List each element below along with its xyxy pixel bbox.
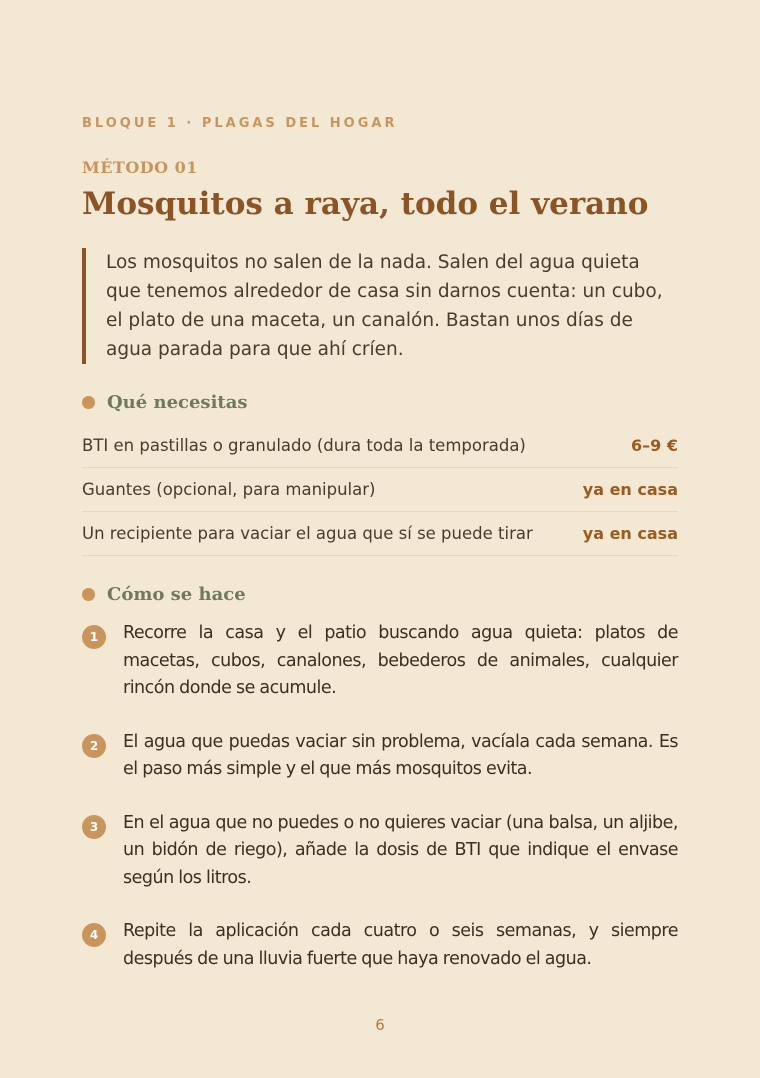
intro-text: Los mosquitos no salen de la nada. Salen del agua quieta que tenemos alrededor de casa sin darnos cuenta: un cubo, el plato de una maceta, un canalón. Bastan unos días de agua parada para que ahí críen. xyxy=(106,252,663,360)
need-item: Un recipiente para vaciar el agua que sí se puede tirar xyxy=(82,524,533,543)
steps-heading-label: Cómo se hace xyxy=(107,584,246,605)
step-text: El agua que puedas vaciar sin problema, vacíala cada semana. Es el paso más simple y el que más mosquitos evita. xyxy=(123,731,678,779)
intro-quote xyxy=(82,248,678,364)
step-text: Repite la aplicación cada cuatro o seis semanas, y siempre después de una lluvia fuerte que haya renovado el agua. xyxy=(123,921,678,969)
step-item xyxy=(82,810,678,893)
step-number-badge: 1 xyxy=(82,625,106,649)
need-price: ya en casa xyxy=(582,480,678,499)
need-row xyxy=(82,468,678,512)
step-number-badge: 3 xyxy=(82,815,106,839)
step-item xyxy=(82,620,678,703)
step-number-badge: 4 xyxy=(82,923,106,947)
need-price: ya en casa xyxy=(582,524,678,543)
steps-list xyxy=(82,620,678,999)
method-label: MÉTODO 01 xyxy=(82,158,198,177)
step-text: En el agua que no puedes o no quieres vaciar (una balsa, un aljibe, un bidón de riego), añade la dosis de BTI que indique el envase según los litros. xyxy=(123,812,678,888)
step-text: Recorre la casa y el patio buscando agua quieta: platos de macetas, cubos, canalones, bebederos de animales, cualquier rincón donde se acumule. xyxy=(123,623,678,698)
step-item xyxy=(82,918,678,973)
page-number: 6 xyxy=(375,1016,385,1034)
bullet-dot-icon xyxy=(82,396,95,409)
needs-heading-label: Qué necesitas xyxy=(107,392,248,413)
need-row xyxy=(82,512,678,556)
step-item xyxy=(82,729,678,784)
need-price: 6–9 € xyxy=(631,436,678,455)
page-title: Mosquitos a raya, todo el verano xyxy=(82,186,649,222)
steps-heading xyxy=(82,584,246,605)
bullet-dot-icon xyxy=(82,588,95,601)
need-item: Guantes (opcional, para manipular) xyxy=(82,480,376,499)
need-row xyxy=(82,424,678,468)
block-label: BLOQUE 1 · PLAGAS DEL HOGAR xyxy=(82,116,398,131)
needs-heading xyxy=(82,392,248,413)
step-number-badge: 2 xyxy=(82,734,106,758)
need-item: BTI en pastillas o granulado (dura toda la temporada) xyxy=(82,436,526,455)
needs-list xyxy=(82,424,678,556)
